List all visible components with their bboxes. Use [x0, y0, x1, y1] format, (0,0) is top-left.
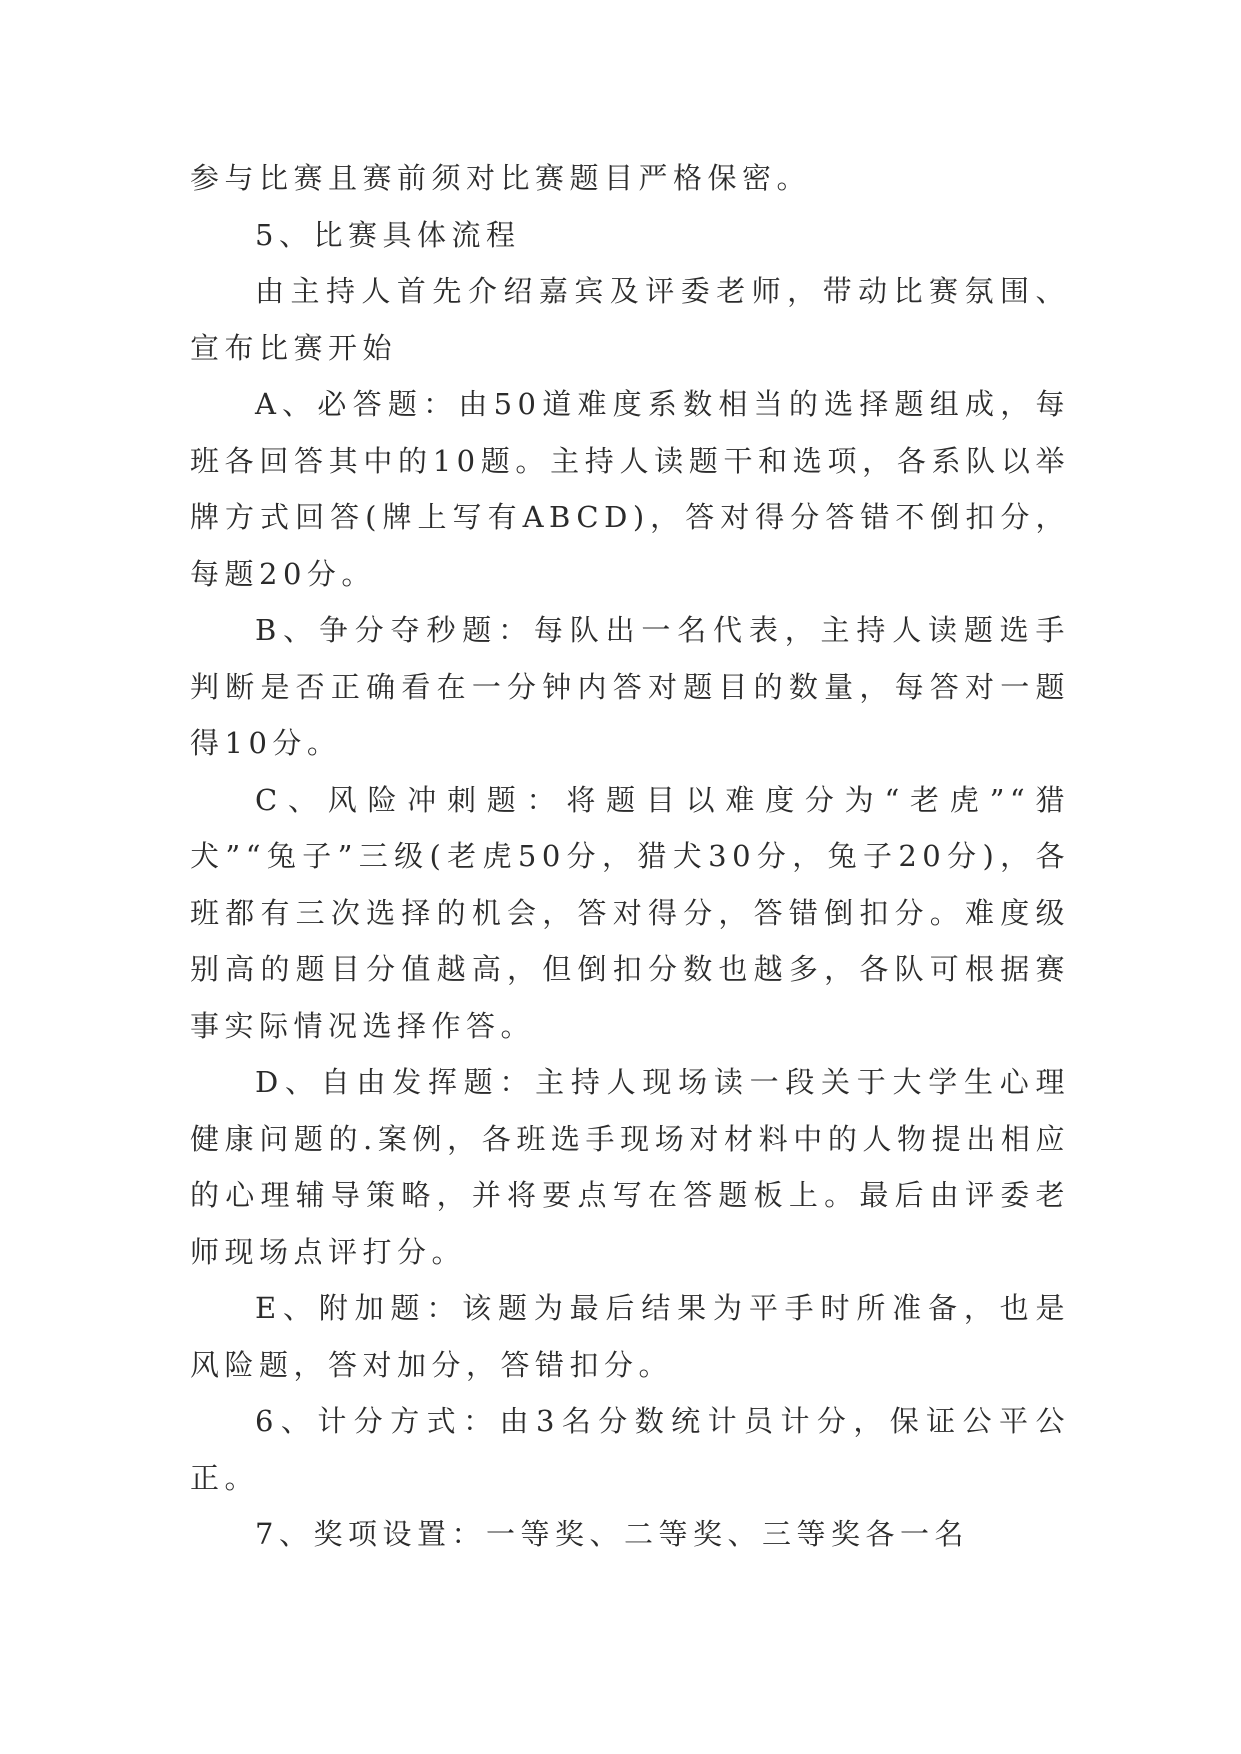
paragraph-bonus-questions: E、附加题：该题为最后结果为平手时所准备，也是风险题，答对加分，答错扣分。 [190, 1291, 1070, 1382]
paragraph-risk-questions: C、风险冲刺题：将题目以难度分为“老虎”“猎犬”“兔子”三级(老虎50分，猎犬30分，兔子20分)，各班都有三次选择的机会，答对得分，答错倒扣分。难度级别高的题目分值越高，但倒扣分数也越多，各队可根据赛事实际情况选择作答。 [190, 782, 1070, 1043]
paragraph-scoring-method: 6、计分方式：由3名分数统计员计分，保证公平公正。 [190, 1404, 1070, 1495]
paragraph-free-questions: D、自由发挥题：主持人现场读一段关于大学生心理健康问题的.案例，各班选手现场对材料中的人物提出相应的心理辅导策略，并将要点写在答题板上。最后由评委老师现场点评打分。 [190, 1065, 1070, 1269]
paragraph-required-questions: A、必答题：由50道难度系数相当的选择题组成，每班各回答其中的10题。主持人读题干和选项，各系队以举牌方式回答(牌上写有ABCD)，答对得分答错不倒扣分，每题20分。 [190, 387, 1070, 591]
paragraph-timed-questions: B、争分夺秒题：每队出一名代表，主持人读题选手判断是否正确看在一分钟内答对题目的数量，每答对一题得10分。 [190, 613, 1070, 760]
paragraph-awards: 7、奖项设置：一等奖、二等奖、三等奖各一名 [255, 1517, 969, 1551]
paragraph-confidentiality: 参与比赛且赛前须对比赛题目严格保密。 [190, 161, 812, 195]
paragraph-process-heading: 5、比赛具体流程 [255, 217, 521, 252]
paragraph-host-intro: 由主持人首先介绍嘉宾及评委老师，带动比赛氛围、宣布比赛开始 [190, 274, 1070, 365]
document-body [190, 150, 1070, 1563]
